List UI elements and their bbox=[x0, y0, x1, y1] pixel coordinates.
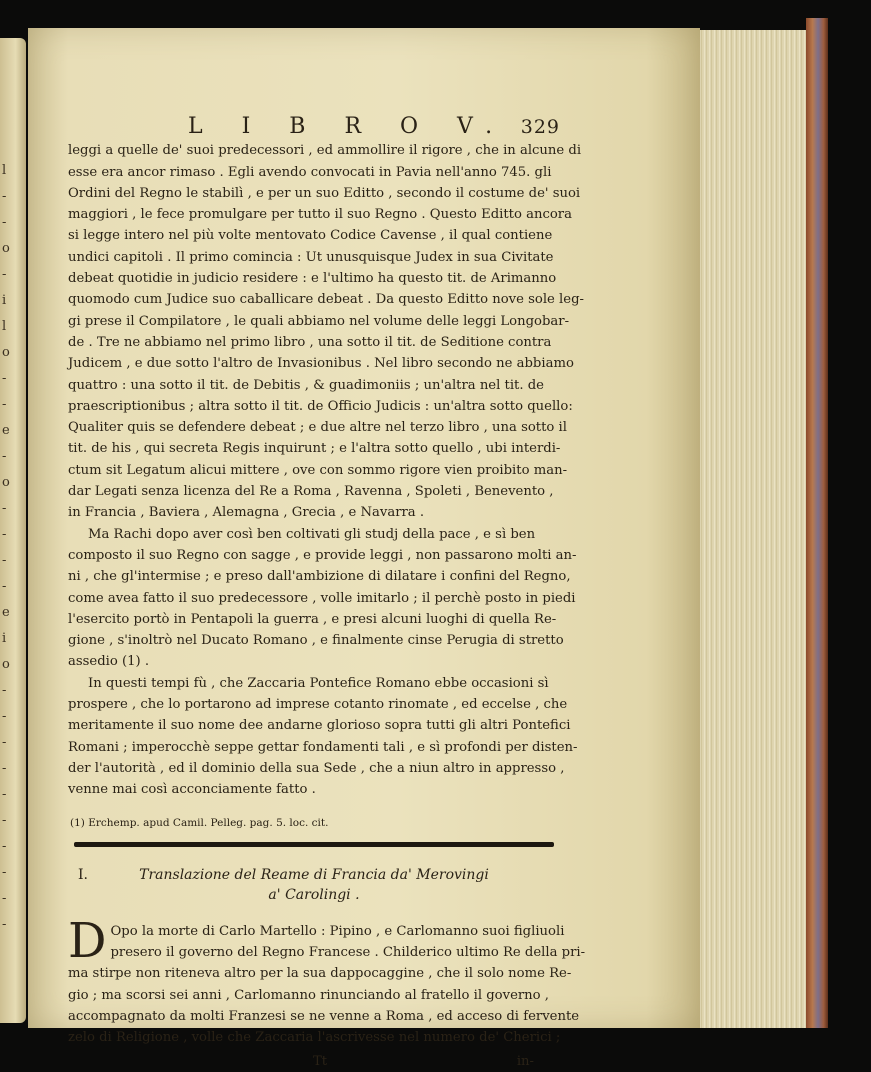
margin-mark: - bbox=[2, 683, 7, 698]
margin-mark: - bbox=[2, 709, 7, 724]
text-line: l'esercito portò in Pentapoli la guerra , e presi alcuni luoghi di quella Re- bbox=[68, 611, 557, 627]
text-line: venne mai così acconciamente fatto . bbox=[68, 782, 316, 798]
margin-mark: - bbox=[2, 761, 7, 776]
margin-mark: - bbox=[2, 553, 7, 568]
paragraph-1 bbox=[68, 140, 584, 523]
text-line: composto il suo Regno con sagge , e provide leggi , non passarono molti an- bbox=[68, 547, 577, 563]
paragraph-3 bbox=[68, 673, 578, 801]
text-line: ma stirpe non riteneva altro per la sua dappocaggine , che il solo nome Re- bbox=[68, 966, 572, 982]
margin-mark: - bbox=[2, 579, 7, 594]
margin-mark: l bbox=[2, 163, 7, 178]
text-line: praescriptionibus ; altra sotto il tit. de Officio Judicis : un'altra sotto quello: bbox=[68, 398, 573, 414]
header-title: L I B R O V. bbox=[188, 114, 509, 139]
text-line: In questi tempi fù , che Zaccaria Pontefice Romano ebbe occasioni sì bbox=[88, 675, 549, 691]
page-number: 329 bbox=[520, 116, 560, 138]
section-divider bbox=[74, 842, 554, 847]
signature-mark: Tt bbox=[313, 1053, 328, 1069]
text-line: prospere , che lo portarono ad imprese cotanto rinomate , ed eccelse , che bbox=[68, 697, 568, 713]
margin-mark: l bbox=[2, 319, 7, 334]
text-line: gione , s'inoltrò nel Ducato Romano , e finalmente cinse Perugia di stretto bbox=[68, 633, 564, 649]
margin-mark: - bbox=[2, 215, 7, 230]
text-line: zelo di Religione , volle che Zaccaria l'ascrivesse nel numero de' Cherici ; bbox=[68, 1030, 561, 1046]
margin-mark: - bbox=[2, 527, 7, 542]
section-body-lines bbox=[68, 912, 586, 1049]
left-margin-marks bbox=[2, 158, 22, 938]
text-line: Qualiter quis se defendere debeat ; e due altre nel terzo libro , una sotto il bbox=[68, 420, 567, 436]
text-line: Ordini del Regno le stabilì , e per un suo Editto , secondo il costume de' suoi bbox=[68, 185, 581, 201]
margin-mark: - bbox=[2, 891, 7, 906]
text-line: de . Tre ne abbiamo nel primo libro , una sotto il tit. de Seditione contra bbox=[68, 334, 552, 350]
section-heading bbox=[68, 865, 560, 905]
catchword: in- bbox=[516, 1053, 534, 1069]
text-line: meritamente il suo nome dee andarne glorioso sopra tutti gli altri Pontefici bbox=[68, 718, 571, 734]
margin-mark: o bbox=[2, 345, 10, 360]
section-title-line-1: Translazione del Reame di Francia da' Merovingi bbox=[139, 866, 489, 883]
text-line: come avea fatto il suo predecessore , volle imitarlo ; il perchè posto in piedi bbox=[68, 590, 576, 606]
margin-mark: - bbox=[2, 787, 7, 802]
text-line: presero il governo del Regno Francese . Childerico ultimo Re della pri- bbox=[110, 945, 586, 961]
footnote: (1) Erchemp. apud Camil. Pelleg. pag. 5. loc. cit. bbox=[70, 816, 329, 829]
text-line: Romani ; imperocchè seppe gettar fondamenti tali , e sì profondi per disten- bbox=[68, 739, 578, 755]
text-line: assedio (1) . bbox=[68, 654, 150, 670]
page-edge-stack bbox=[698, 30, 808, 1028]
margin-mark: - bbox=[2, 917, 7, 932]
margin-mark: - bbox=[2, 449, 7, 464]
margin-mark: - bbox=[2, 189, 7, 204]
margin-mark: i bbox=[2, 293, 7, 308]
book-cover-edge bbox=[806, 18, 828, 1028]
running-header bbox=[68, 116, 560, 138]
section-number: I. bbox=[78, 866, 88, 883]
drop-cap: D bbox=[68, 912, 107, 969]
margin-mark: o bbox=[2, 475, 10, 490]
margin-mark: o bbox=[2, 657, 10, 672]
paragraph-2 bbox=[68, 524, 577, 673]
text-line: gi prese il Compilatore , le quali abbiamo nel volume delle leggi Longobar- bbox=[68, 313, 570, 329]
text-line: undici capitoli . Il primo comincia : Ut unusquisque Judex in sua Civitate bbox=[68, 249, 554, 265]
text-line: esse era ancor rimaso . Egli avendo convocati in Pavia nell'anno 745. gli bbox=[68, 164, 552, 180]
text-line: debeat quotidie in judicio residere : e l'ultimo ha questo tit. de Arimanno bbox=[68, 271, 557, 287]
margin-mark: e bbox=[2, 605, 10, 620]
text-line: quomodo cum Judice suo caballicare debeat . Da questo Editto nove sole leg- bbox=[68, 292, 584, 308]
margin-mark: - bbox=[2, 735, 7, 750]
margin-mark: - bbox=[2, 267, 7, 282]
section-body bbox=[68, 912, 586, 1049]
text-line: in Francia , Baviera , Alemagna , Grecia , e Navarra . bbox=[68, 505, 425, 521]
section-title-line-2: a' Carolingi . bbox=[268, 886, 360, 903]
text-line: Opo la morte di Carlo Martello : Pipino , e Carlomanno suoi figliuoli bbox=[110, 923, 565, 939]
text-line: der l'autorità , ed il dominio della sua Sede , che a niun altro in appresso , bbox=[68, 760, 565, 776]
text-line: Ma Rachi dopo aver così ben coltivati gli studj della pace , e sì ben bbox=[88, 526, 536, 542]
margin-mark: e bbox=[2, 423, 10, 438]
margin-mark: i bbox=[2, 631, 7, 646]
page-content bbox=[68, 114, 586, 1072]
text-line: ctum sit Legatum alicui mittere , ove con sommo rigore vien proibito man- bbox=[68, 462, 568, 478]
text-line: dar Legati senza licenza del Re a Roma , Ravenna , Spoleti , Benevento , bbox=[68, 484, 554, 500]
margin-mark: o bbox=[2, 241, 10, 256]
text-line: si legge intero nel più volte mentovato Codice Cavense , il qual contiene bbox=[68, 228, 553, 244]
page-footer bbox=[68, 1051, 560, 1072]
text-line: quattro : una sotto il tit. de Debitis , & guadimoniis ; un'altra nel tit. de bbox=[68, 377, 544, 393]
margin-mark: - bbox=[2, 865, 7, 880]
text-line: maggiori , le fece promulgare per tutto il suo Regno . Questo Editto ancora bbox=[68, 207, 572, 223]
margin-mark: - bbox=[2, 813, 7, 828]
text-line: ni , che gl'intermise ; e preso dall'ambizione di dilatare i confini del Regno, bbox=[68, 569, 571, 585]
margin-mark: - bbox=[2, 839, 7, 854]
margin-mark: - bbox=[2, 371, 7, 386]
text-line: Judicem , e due sotto l'altro de Invasionibus . Nel libro secondo ne abbiamo bbox=[68, 356, 574, 372]
text-line: leggi a quelle de' suoi predecessori , ed ammollire il rigore , che in alcune di bbox=[68, 143, 582, 159]
text-line: tit. de his , qui secreta Regis inquirunt ; e l'altra sotto quello , ubi interdi- bbox=[68, 441, 561, 457]
margin-mark: - bbox=[2, 397, 7, 412]
text-line: accompagnato da molti Franzesi se ne venne a Roma , ed acceso di fervente bbox=[68, 1008, 580, 1024]
margin-mark: - bbox=[2, 501, 7, 516]
book-page bbox=[28, 28, 700, 1069]
left-page-edge bbox=[0, 38, 26, 1023]
text-line: gio ; ma scorsi sei anni , Carlomanno rinunciando al fratello il governo , bbox=[68, 987, 549, 1003]
